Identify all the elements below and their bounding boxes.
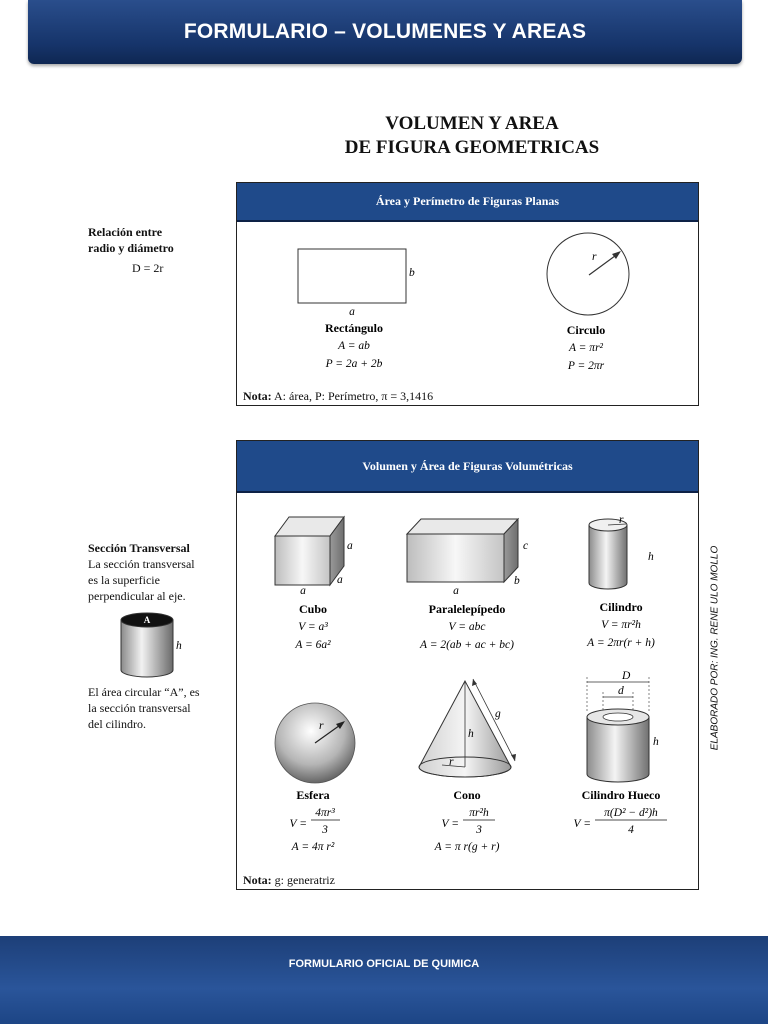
sphere-volume-lhs: V = bbox=[289, 818, 307, 830]
cross-section-foot-2: la sección transversal bbox=[88, 701, 191, 715]
cube-figure bbox=[275, 517, 344, 585]
sphere-area: A = 4π r² bbox=[291, 841, 335, 853]
sphere-volume-denominator: 3 bbox=[322, 824, 328, 836]
cross-section-foot-1: El área circular “A”, es bbox=[88, 685, 200, 699]
radius-formula: D = 2r bbox=[132, 261, 164, 275]
sphere-volume-numerator: 4πr³ bbox=[315, 807, 335, 819]
sphere-radius-label: r bbox=[319, 720, 324, 732]
rectangle-name: Rectángulo bbox=[325, 321, 383, 335]
rect-side-b: b bbox=[409, 267, 415, 279]
cube-edge-label-depth: a bbox=[337, 574, 343, 586]
cube-edge-label-width: a bbox=[300, 585, 306, 597]
cylinder-figure bbox=[589, 519, 627, 589]
volumetric-figures-panel bbox=[236, 440, 699, 890]
cross-section-footnote bbox=[88, 684, 228, 732]
cross-section-foot-3: del cilindro. bbox=[88, 717, 146, 731]
planar-note-label: Nota: bbox=[243, 389, 272, 403]
cylinder-volume: V = πr²h bbox=[601, 619, 641, 631]
rect-side-a: a bbox=[349, 306, 355, 318]
hollow-height-label: h bbox=[653, 736, 659, 748]
cone-volume-lhs: V = bbox=[441, 818, 459, 830]
cone-volume-numerator: πr²h bbox=[469, 807, 489, 819]
circle-perimeter: P = 2πr bbox=[567, 360, 605, 372]
cylinder-height-label: h bbox=[648, 551, 654, 563]
volumetric-note bbox=[243, 873, 335, 888]
prism-label-a: a bbox=[453, 585, 459, 597]
radius-heading-1: Relación entre bbox=[88, 225, 163, 239]
prism-figure bbox=[407, 519, 518, 582]
header-banner bbox=[28, 0, 742, 64]
cross-section-cylinder-figure bbox=[110, 608, 190, 682]
cone-area: A = π r(g + r) bbox=[434, 841, 500, 853]
volumetric-note-text: g: generatriz bbox=[274, 873, 335, 887]
sphere-name: Esfera bbox=[296, 788, 330, 802]
cross-section-area-label: A bbox=[143, 615, 151, 625]
circle-radius-label: r bbox=[592, 251, 597, 263]
cross-section-heading: Sección Transversal bbox=[88, 541, 190, 555]
hollow-volume-denominator: 4 bbox=[628, 824, 634, 836]
cylinder-area: A = 2πr(r + h) bbox=[587, 637, 655, 649]
footer-banner bbox=[0, 936, 768, 1024]
cylinder-name: Cilindro bbox=[599, 600, 643, 614]
cross-section-desc-2: es la superficie bbox=[88, 573, 160, 587]
hollow-cylinder-name: Cilindro Hueco bbox=[581, 788, 661, 802]
cross-section-desc-1: La sección transversal bbox=[88, 557, 195, 571]
volumetric-note-label: Nota: bbox=[243, 873, 272, 887]
rectangle-area: A = ab bbox=[338, 340, 370, 352]
prism-area: A = 2(ab + ac + bc) bbox=[420, 639, 514, 651]
volumetric-panel-title: Volumen y Área de Figuras Volumétricas bbox=[362, 458, 573, 473]
cube-area: A = 6a² bbox=[295, 639, 331, 651]
document-title-line1: VOLUMEN Y AREA bbox=[385, 113, 559, 134]
planar-panel-title: Área y Perímetro de Figuras Planas bbox=[375, 194, 560, 208]
planar-figures-panel bbox=[236, 182, 699, 406]
footer-text: FORMULARIO OFICIAL DE QUIMICA bbox=[288, 958, 480, 970]
document-title-line2: DE FIGURA GEOMETRICAS bbox=[344, 137, 600, 158]
volumetric-figures-drawing bbox=[237, 441, 698, 889]
author-credit-text: ELABORADO POR: ING. RENE ULO MOLLO bbox=[709, 545, 721, 751]
hollow-inner-diameter-label: d bbox=[618, 685, 624, 697]
document-title bbox=[236, 112, 708, 160]
header-title: FORMULARIO – VOLUMENES Y AREAS bbox=[183, 20, 587, 43]
cone-volume-denominator: 3 bbox=[476, 824, 482, 836]
circle-area: A = πr² bbox=[568, 342, 604, 354]
hollow-outer-diameter-label: D bbox=[622, 670, 631, 682]
rectangle-perimeter: P = 2a + 2b bbox=[325, 358, 383, 370]
cube-name: Cubo bbox=[298, 602, 328, 616]
prism-label-c: c bbox=[523, 540, 529, 552]
cross-section-desc-3: perpendicular al eje. bbox=[88, 589, 186, 603]
cone-radius-label: r bbox=[449, 756, 454, 768]
cube-volume: V = a³ bbox=[298, 621, 328, 633]
prism-volume: V = abc bbox=[448, 621, 486, 633]
cube-edge-label-height: a bbox=[347, 540, 353, 552]
prism-name: Paralelepípedo bbox=[428, 602, 506, 616]
cone-name: Cono bbox=[453, 788, 481, 802]
circle-name: Circulo bbox=[566, 323, 606, 337]
radius-heading-2: radio y diámetro bbox=[88, 241, 174, 255]
cone-height-label: h bbox=[468, 728, 474, 740]
prism-label-b: b bbox=[514, 575, 520, 587]
hollow-volume-numerator: π(D² − d²)h bbox=[604, 807, 658, 819]
cross-section-text bbox=[88, 540, 228, 604]
planar-figures-drawing bbox=[237, 183, 698, 405]
planar-note-text: A: área, P: Perímetro, π = 3,1416 bbox=[274, 389, 434, 403]
planar-note bbox=[243, 389, 433, 404]
hollow-volume-lhs: V = bbox=[573, 818, 591, 830]
cross-section-height-label: h bbox=[176, 640, 182, 652]
cylinder-radius-label: r bbox=[619, 514, 624, 526]
author-credit bbox=[708, 540, 722, 756]
radius-relation bbox=[88, 224, 228, 276]
cone-generatrix-label: g bbox=[495, 708, 501, 720]
